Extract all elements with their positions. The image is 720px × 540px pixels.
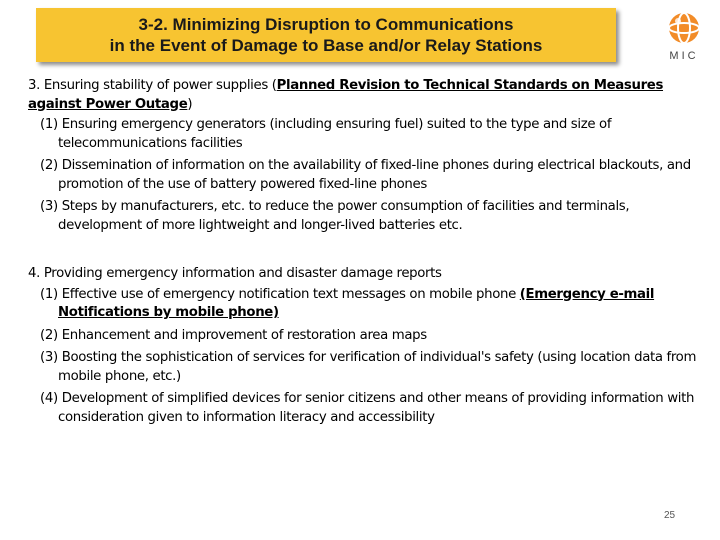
mic-globe-icon: [662, 10, 706, 50]
list-item: [28, 116, 703, 153]
list-item: [28, 198, 703, 235]
item-text: Effective use of emergency notification text messages on mobile phone: [61, 286, 520, 302]
section-3-list: [28, 116, 703, 235]
content-body: [28, 77, 703, 431]
title-line-1: 3-2. Minimizing Disruption to Communications: [138, 15, 514, 34]
section-4-heading: 4. Providing emergency information and disaster damage reports: [28, 266, 442, 281]
title-banner: [36, 8, 616, 62]
page-number: 25: [664, 510, 676, 521]
list-item: [28, 157, 703, 194]
list-item: [28, 349, 703, 386]
item-number: (3): [40, 350, 58, 365]
mic-logo-text: MIC: [669, 50, 699, 62]
mic-logo: [662, 10, 706, 64]
item-text: Dissemination of information on the availability of fixed-line phones during electrical blackouts, and promotion of the use of battery powered fixed-line phones: [58, 158, 691, 192]
list-item: [28, 327, 703, 346]
section-3-heading-suffix: ): [187, 96, 193, 112]
section-3-heading-prefix: 3. Ensuring stability of power supplies (: [28, 78, 277, 93]
item-text: Enhancement and improvement of restoration area maps: [61, 327, 427, 343]
list-item: [28, 390, 703, 427]
item-text: Development of simplified devices for senior citizens and other means of providing information with consideration given to information literacy and accessibility: [58, 391, 695, 425]
item-text: Boosting the sophistication of services for verification of individual's safety (using location data from mobile phone, etc.): [58, 350, 697, 384]
title-line-2: in the Event of Damage to Base and/or Relay Stations: [109, 36, 543, 55]
section-3-heading: [28, 77, 703, 114]
section-4-list: [28, 286, 703, 428]
item-number: (2): [40, 158, 58, 173]
section-power-supply: [28, 77, 703, 235]
item-number: (1): [40, 286, 58, 302]
item-text: Ensuring emergency generators (including ensuring fuel) suited to the type and size of telecommunications facilities: [58, 117, 612, 151]
item-number: (3): [40, 199, 58, 214]
item-number: (4): [40, 391, 58, 406]
item-underlined-text: (Emergency e-mail Notifications by mobile phone): [58, 286, 655, 320]
section-emergency-info: [28, 265, 703, 427]
section-3-heading-underlined: Planned Revision to Technical Standards on Measures against Power Outage: [28, 78, 664, 112]
list-item: [28, 286, 703, 323]
item-text: Steps by manufacturers, etc. to reduce the power consumption of facilities and terminals, development of more lightweight and longer-lived batteries etc.: [58, 199, 630, 233]
item-number: (1): [40, 117, 58, 132]
item-number: (2): [40, 327, 58, 343]
